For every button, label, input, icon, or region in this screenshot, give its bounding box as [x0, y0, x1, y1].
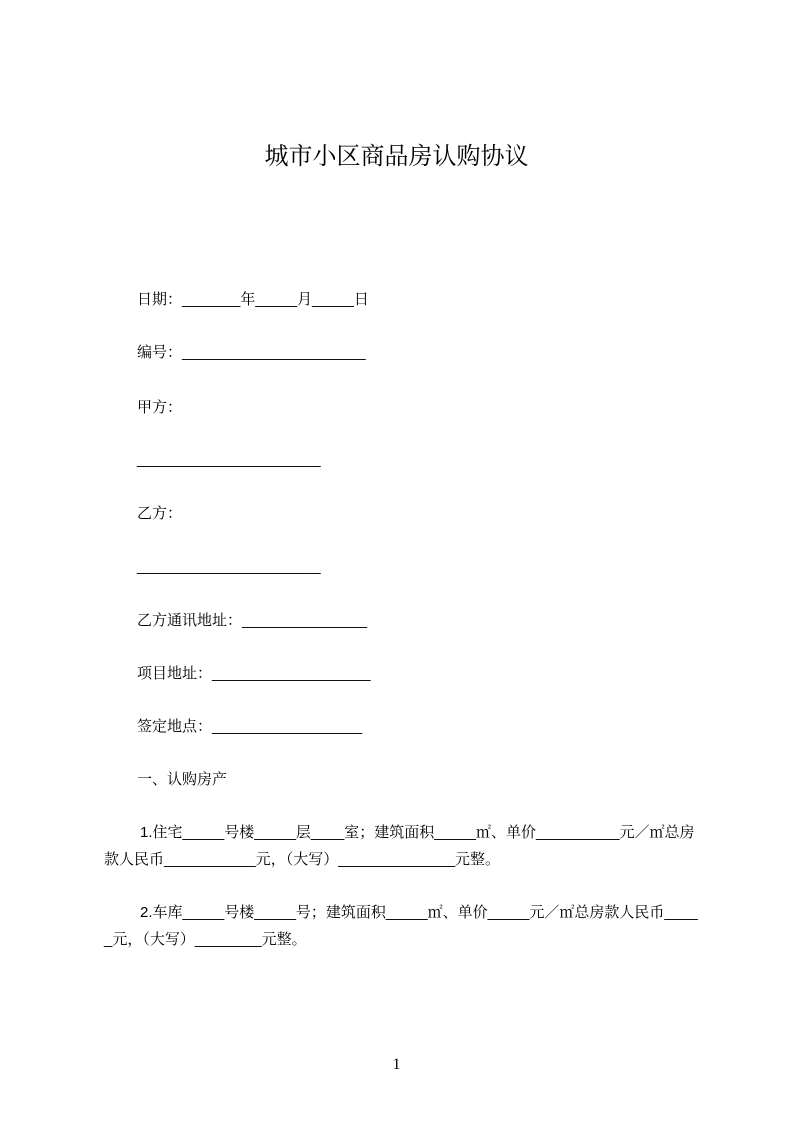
party-b-label: 乙方： — [137, 505, 183, 522]
clause-1-line-1: 1.住宅_____号楼_____层____室；建筑面积_____㎡、单价__________元／㎡总房 — [140, 824, 695, 841]
clause-2-line-1: 2.车库_____号楼_____号；建筑面积_____㎡、单价_____元／㎡总房款人民币____ — [140, 904, 698, 921]
page-number: 1 — [392, 1056, 401, 1073]
signing-place-line: 签定地点：__________________ — [137, 718, 363, 735]
party-b-address-line: 乙方通讯地址：_______________ — [137, 612, 368, 629]
page-title: 城市小区商品房认购协议 — [264, 143, 529, 170]
section-1-heading: 一、认购房产 — [137, 771, 228, 788]
clause-1-line-2: 款人民币___________元，（大写）______________元整。 — [104, 851, 501, 868]
party-a-blank-line: ______________________ — [137, 451, 321, 468]
clause-2-line-2: _元，（大写）________元整。 — [104, 931, 307, 948]
project-address-line: 项目地址：___________________ — [137, 665, 371, 682]
party-a-label: 甲方： — [137, 399, 183, 416]
date-line: 日期：_______年_____月_____日 — [137, 291, 369, 308]
party-b-blank-line: ______________________ — [137, 558, 321, 575]
serial-number-line: 编号：______________________ — [137, 344, 366, 361]
